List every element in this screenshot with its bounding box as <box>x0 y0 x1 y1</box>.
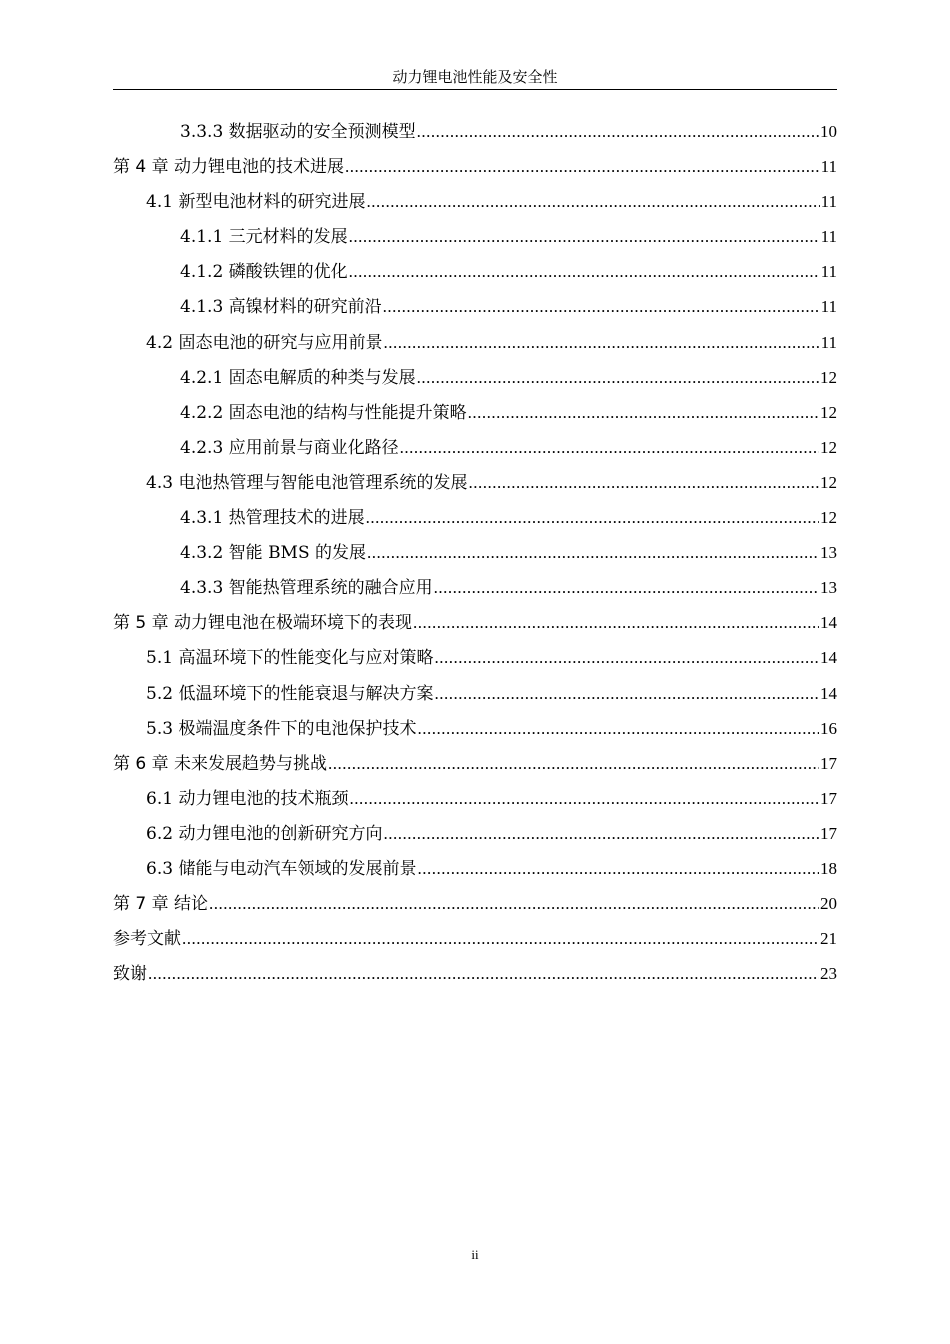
toc-dot-leader <box>148 956 819 991</box>
toc-dot-leader <box>383 816 819 851</box>
toc-dot-leader <box>400 430 819 465</box>
toc-entry-page: 12 <box>820 508 837 528</box>
toc-entry[interactable] <box>113 851 837 886</box>
toc-entry-page: 11 <box>820 227 837 247</box>
toc-entry[interactable] <box>113 360 837 395</box>
toc-entry-title: 3.3.3 数据驱动的安全预测模型 <box>180 122 416 142</box>
toc-entry-page: 13 <box>820 543 837 563</box>
toc-entry[interactable] <box>113 570 837 605</box>
toc-dot-leader <box>349 781 819 816</box>
toc-entry[interactable] <box>113 711 837 746</box>
toc-dot-leader <box>366 184 819 219</box>
toc-entry-page: 21 <box>820 929 837 949</box>
toc-entry-page: 17 <box>820 823 837 843</box>
page-number: ii <box>471 1247 479 1262</box>
toc-chapter-entry[interactable] <box>113 746 837 781</box>
toc-dot-leader <box>468 465 819 500</box>
toc-entry-page: 13 <box>820 578 837 598</box>
toc-entry-page: 18 <box>820 858 837 878</box>
toc-entry-title: 参考文献 <box>113 929 181 950</box>
toc-entry-page: 11 <box>820 332 837 352</box>
toc-entry-page: 12 <box>820 402 837 422</box>
toc-entry-title: 4.2.1 固态电解质的种类与发展 <box>180 367 416 388</box>
toc-entry-title: 第 4 章 动力锂电池的技术进展 <box>113 157 345 178</box>
toc-entry-title: 4.1.2 磷酸铁锂的优化 <box>180 262 348 283</box>
toc-entry-title: 4.1.1 三元材料的发展 <box>180 227 348 248</box>
toc-entry[interactable] <box>113 289 837 324</box>
toc-entry-title: 6.3 储能与电动汽车领域的发展前景 <box>146 858 417 879</box>
toc-entry[interactable] <box>113 640 837 675</box>
toc-entry-title: 第 5 章 动力锂电池在极端环境下的表现 <box>113 613 413 634</box>
toc-entry-title: 4.3.2 智能 BMS 的发展 <box>180 543 367 564</box>
toc-entry-title: 4.3 电池热管理与智能电池管理系统的发展 <box>146 472 468 493</box>
toc-entry-title: 4.2.2 固态电池的结构与性能提升策略 <box>180 402 467 423</box>
toc-entry-page: 17 <box>820 788 837 808</box>
toc-entry-title: 4.1.3 高镍材料的研究前沿 <box>180 297 382 318</box>
toc-entry[interactable] <box>113 114 837 149</box>
toc-dot-leader <box>345 149 820 184</box>
toc-entry-title: 第 7 章 结论 <box>113 894 209 915</box>
toc-dot-leader <box>434 640 819 675</box>
toc-dot-leader <box>209 886 819 921</box>
toc-entry[interactable] <box>113 325 837 360</box>
toc-entry[interactable] <box>113 500 837 535</box>
toc-entry-page: 17 <box>820 753 837 773</box>
toc-entry-page: 14 <box>820 613 837 633</box>
toc-entry-title: 4.2.3 应用前景与商业化路径 <box>180 437 399 458</box>
toc-entry-title: 4.3.3 智能热管理系统的融合应用 <box>180 578 433 599</box>
toc-entry-title: 6.2 动力锂电池的创新研究方向 <box>146 823 383 844</box>
toc-entry-page: 14 <box>820 683 837 703</box>
toc-entry-title: 4.2 固态电池的研究与应用前景 <box>146 332 383 353</box>
toc-dot-leader <box>383 289 820 324</box>
toc-dot-leader <box>417 711 819 746</box>
toc-entry[interactable] <box>113 535 837 570</box>
toc-entry[interactable] <box>113 816 837 851</box>
toc-chapter-entry[interactable] <box>113 956 837 991</box>
toc-entry-title: 4.1 新型电池材料的研究进展 <box>146 192 366 213</box>
toc-dot-leader <box>417 851 819 886</box>
toc-entry[interactable] <box>113 465 837 500</box>
toc-entry-title: 4.3.1 热管理技术的进展 <box>180 508 365 529</box>
toc-entry-title: 5.3 极端温度条件下的电池保护技术 <box>146 718 417 739</box>
toc-entry-page: 11 <box>820 192 837 212</box>
toc-entry[interactable] <box>113 676 837 711</box>
toc-dot-leader <box>349 254 820 289</box>
toc-dot-leader <box>417 114 819 149</box>
toc-chapter-entry[interactable] <box>113 149 837 184</box>
toc-entry[interactable] <box>113 254 837 289</box>
toc-dot-leader <box>328 746 819 781</box>
toc-entry[interactable] <box>113 219 837 254</box>
toc-chapter-entry[interactable] <box>113 886 837 921</box>
toc-entry-title: 5.1 高温环境下的性能变化与应对策略 <box>146 648 434 669</box>
toc-dot-leader <box>366 500 819 535</box>
toc-dot-leader <box>349 219 820 254</box>
toc-entry-page: 11 <box>820 262 837 282</box>
toc-entry-title: 5.2 低温环境下的性能衰退与解决方案 <box>146 683 434 704</box>
toc-entry-page: 14 <box>820 648 837 668</box>
toc-entry-page: 16 <box>820 718 837 738</box>
toc-entry-page: 11 <box>820 297 837 317</box>
toc-dot-leader <box>182 921 819 956</box>
toc-entry[interactable] <box>113 395 837 430</box>
toc-entry-page: 10 <box>820 122 837 141</box>
toc-dot-leader <box>413 605 819 640</box>
table-of-contents <box>113 114 837 991</box>
toc-dot-leader <box>417 360 819 395</box>
header-rule <box>113 89 837 90</box>
toc-entry[interactable] <box>113 430 837 465</box>
toc-entry-page: 12 <box>820 367 837 387</box>
toc-entry[interactable] <box>113 184 837 219</box>
toc-dot-leader <box>434 570 819 605</box>
toc-entry-page: 12 <box>820 437 837 457</box>
toc-entry-page: 20 <box>820 894 837 914</box>
toc-entry[interactable] <box>113 781 837 816</box>
toc-chapter-entry[interactable] <box>113 605 837 640</box>
toc-entry-title: 第 6 章 未来发展趋势与挑战 <box>113 753 328 774</box>
toc-entry-page: 12 <box>820 472 837 492</box>
toc-dot-leader <box>434 676 819 711</box>
toc-dot-leader <box>468 395 819 430</box>
toc-dot-leader <box>367 535 819 570</box>
toc-chapter-entry[interactable] <box>113 921 837 956</box>
toc-dot-leader <box>383 325 819 360</box>
toc-entry-title: 致谢 <box>113 964 147 985</box>
running-header: 动力锂电池性能及安全性 <box>392 68 558 86</box>
toc-entry-page: 11 <box>820 157 837 177</box>
toc-entry-page: 23 <box>820 964 837 984</box>
toc-entry-title: 6.1 动力锂电池的技术瓶颈 <box>146 788 349 809</box>
